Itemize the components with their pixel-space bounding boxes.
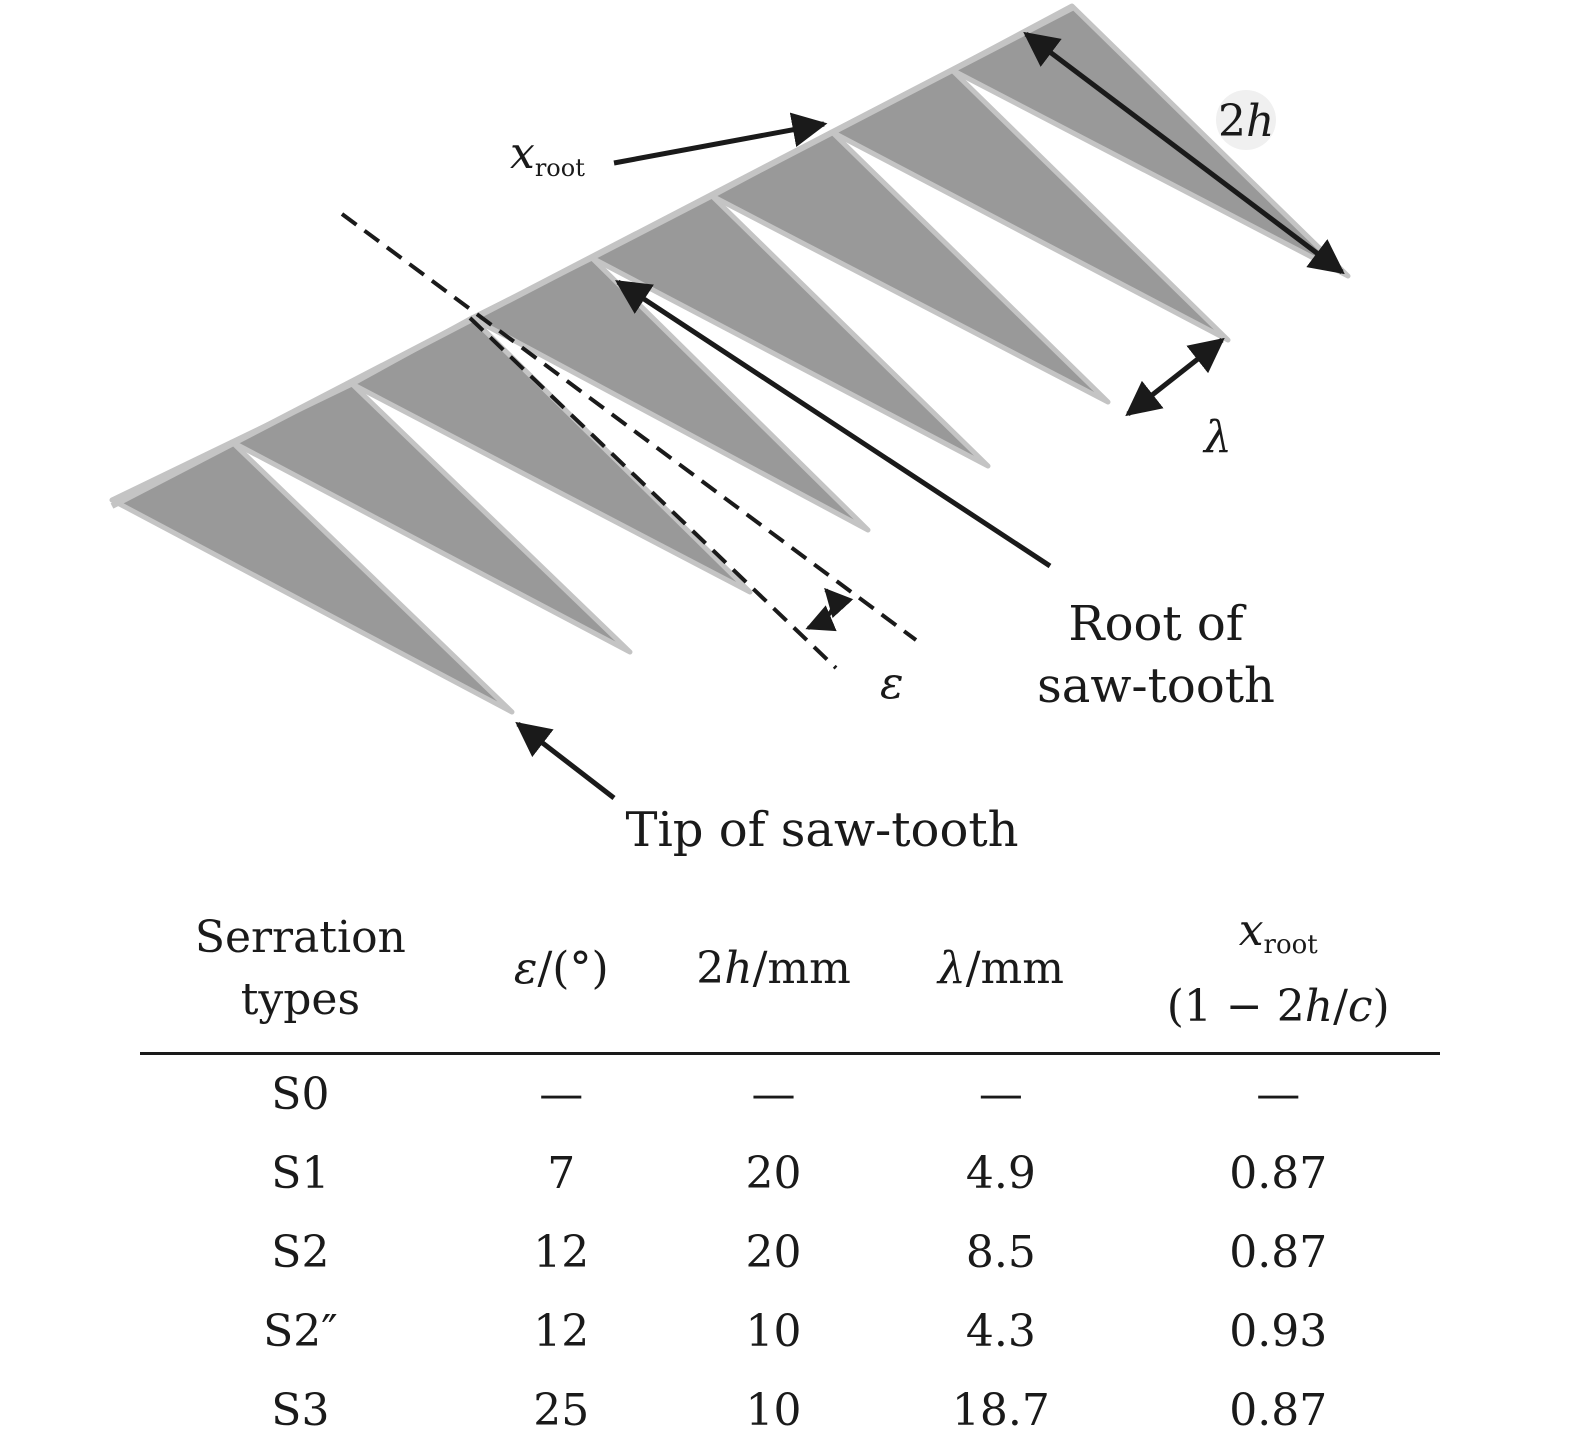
cell-epsilon: 12 bbox=[533, 1227, 590, 1278]
header-two-h bbox=[662, 900, 886, 1054]
cell-lambda: 18.7 bbox=[951, 1385, 1050, 1436]
two-h-label-num: 2 bbox=[1218, 96, 1246, 147]
cell-type: S2″ bbox=[263, 1306, 338, 1357]
header-x-root-line2-b: / bbox=[1333, 981, 1348, 1032]
cell-lambda: 4.3 bbox=[965, 1306, 1036, 1357]
table-row bbox=[140, 1134, 1440, 1213]
header-two-h-unit: /mm bbox=[752, 943, 851, 994]
lambda-label: λ bbox=[1204, 412, 1232, 463]
cell-two-h: 10 bbox=[745, 1385, 802, 1436]
angle-arc bbox=[808, 590, 833, 628]
root-label-line1: Root of bbox=[1068, 596, 1244, 652]
serration-parameters-table bbox=[140, 900, 1440, 1450]
cell-type: S2 bbox=[271, 1227, 330, 1278]
cell-epsilon: — bbox=[539, 1069, 584, 1120]
header-two-h-num: 2 bbox=[696, 943, 725, 994]
cell-lambda: 8.5 bbox=[965, 1227, 1036, 1278]
cell-two-h: — bbox=[751, 1069, 796, 1120]
cell-two-h: 20 bbox=[745, 1227, 802, 1278]
table-row bbox=[140, 1292, 1440, 1371]
header-epsilon bbox=[461, 900, 662, 1054]
cell-epsilon: 25 bbox=[533, 1385, 590, 1436]
x-root-label-main: x bbox=[510, 128, 535, 179]
cell-lambda: 4.9 bbox=[965, 1148, 1036, 1199]
cell-epsilon: 7 bbox=[547, 1148, 576, 1199]
cell-type: S3 bbox=[271, 1385, 330, 1436]
header-x-root-line1 bbox=[1120, 900, 1436, 976]
header-x-root-main: x bbox=[1238, 905, 1264, 956]
table-row bbox=[140, 1371, 1440, 1450]
header-x-root-line2 bbox=[1120, 976, 1436, 1038]
root-label-line2: saw-tooth bbox=[1037, 658, 1275, 714]
header-x-root-line2-a: (1 − 2 bbox=[1166, 981, 1305, 1032]
cell-lambda: — bbox=[978, 1069, 1023, 1120]
two-h-label-var: h bbox=[1246, 96, 1275, 147]
tip-label: Tip of saw-tooth bbox=[625, 802, 1019, 858]
header-epsilon-unit: /(°) bbox=[537, 943, 609, 994]
cell-type: S1 bbox=[271, 1148, 330, 1199]
cell-two-h: 20 bbox=[745, 1148, 802, 1199]
header-x-root-line2-c: c bbox=[1347, 981, 1373, 1032]
header-epsilon-symbol: ε bbox=[513, 943, 538, 994]
cell-x-root: 0.87 bbox=[1229, 1385, 1328, 1436]
epsilon-label: ε bbox=[880, 658, 904, 709]
cell-x-root: 0.87 bbox=[1229, 1148, 1328, 1199]
table-row bbox=[140, 1054, 1440, 1135]
header-x-root bbox=[1116, 900, 1440, 1054]
header-serration-types bbox=[140, 900, 461, 1054]
header-x-root-line2-h: h bbox=[1304, 981, 1334, 1032]
x-root-label bbox=[510, 128, 585, 182]
cell-x-root: 0.87 bbox=[1229, 1227, 1328, 1278]
cell-two-h: 10 bbox=[745, 1306, 802, 1357]
cell-x-root: — bbox=[1256, 1069, 1301, 1120]
cell-x-root: 0.93 bbox=[1229, 1306, 1328, 1357]
table-row bbox=[140, 1213, 1440, 1292]
two-h-label bbox=[1218, 96, 1274, 147]
header-type-line2: types bbox=[240, 974, 361, 1025]
header-two-h-var: h bbox=[724, 943, 753, 994]
header-x-root-sub: root bbox=[1263, 930, 1318, 960]
x-root-label-sub: root bbox=[534, 154, 585, 182]
header-lambda-unit: /mm bbox=[965, 943, 1064, 994]
header-lambda-symbol: λ bbox=[937, 943, 966, 994]
cell-epsilon: 12 bbox=[533, 1306, 590, 1357]
table-header-row bbox=[140, 900, 1440, 1054]
header-type-line1: Serration bbox=[194, 912, 406, 963]
header-lambda bbox=[885, 900, 1116, 1054]
cell-type: S0 bbox=[271, 1069, 330, 1120]
tip-arrow bbox=[518, 724, 614, 798]
header-x-root-line2-d: ) bbox=[1372, 981, 1390, 1032]
lambda-arrow bbox=[1128, 340, 1222, 414]
